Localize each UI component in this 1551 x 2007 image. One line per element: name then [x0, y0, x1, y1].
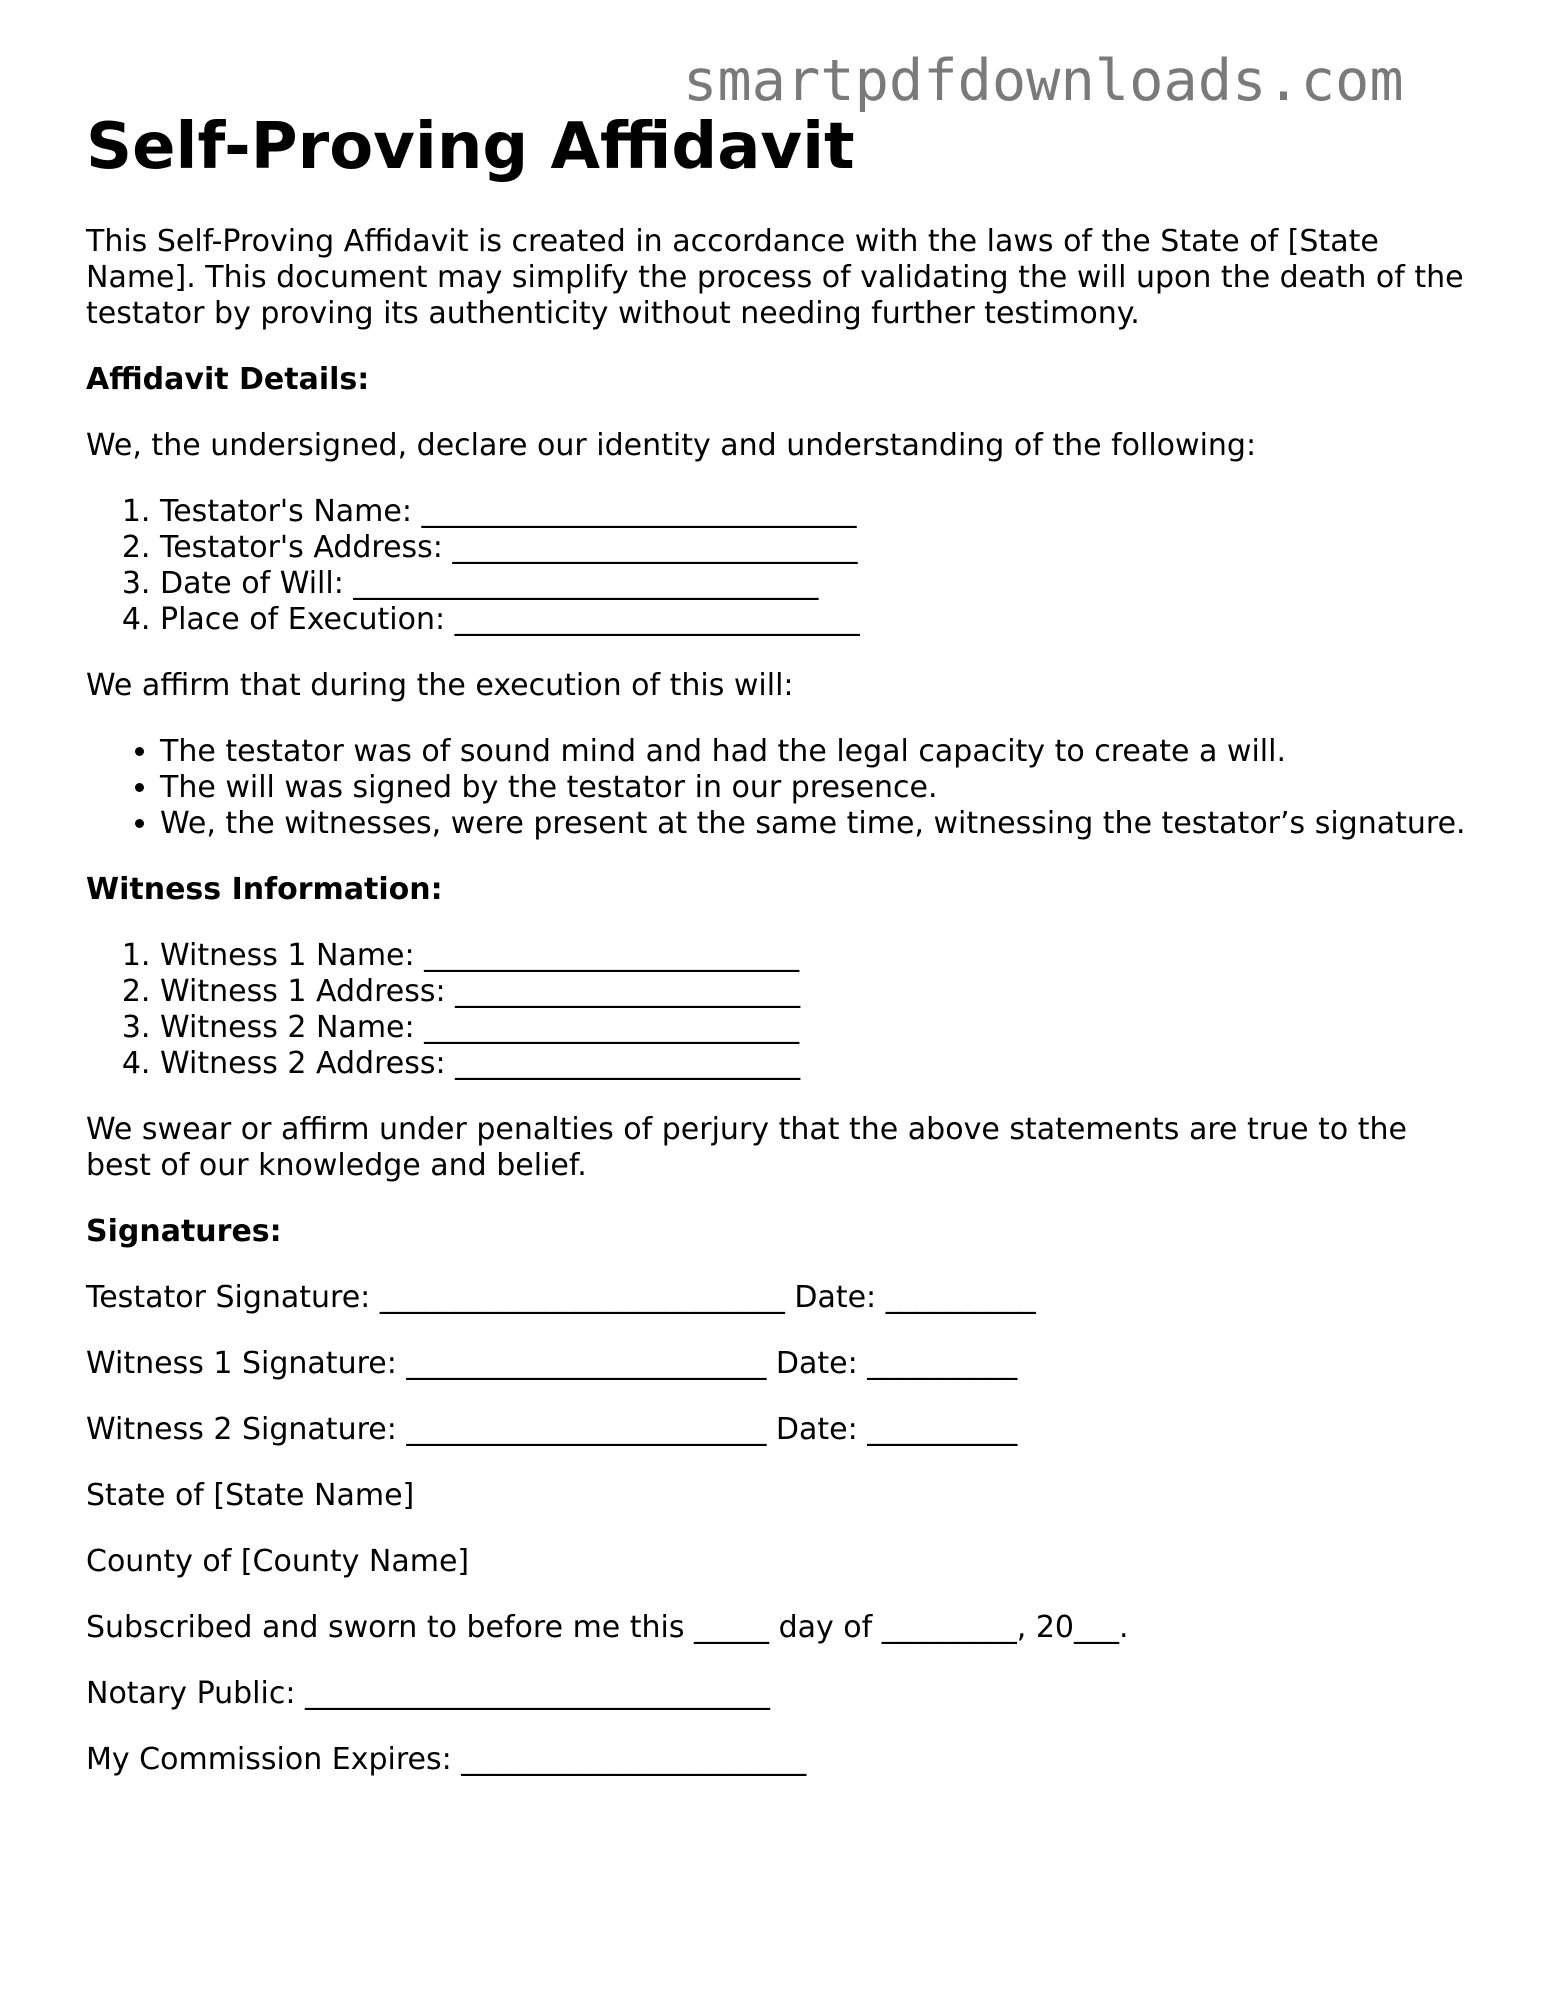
signatures-heading: Signatures: [86, 1214, 282, 1249]
document-page [86, 110, 1466, 1778]
place-of-execution-field: 4. Place of Execution: ___________________________ [160, 602, 1466, 638]
date-of-will-field: 3. Date of Will: _______________________________ [160, 566, 1466, 602]
document-title: Self-Proving Affidavit [86, 110, 855, 184]
witness-2-name-field: 3. Witness 2 Name: _________________________ [160, 1010, 1466, 1046]
witness-information-list [86, 938, 1466, 1082]
witness-2-address-field: 4. Witness 2 Address: _______________________ [160, 1046, 1466, 1082]
witness-2-signature-line: Witness 2 Signature: ________________________ Date: __________ [86, 1412, 1018, 1447]
list-item: • The will was signed by the testator in our presence. [160, 770, 1466, 806]
notary-public-line: Notary Public: _______________________________ [86, 1676, 770, 1711]
affidavit-details-heading: Affidavit Details: [86, 362, 370, 397]
witness-1-address-field: 2. Witness 1 Address: _______________________ [160, 974, 1466, 1010]
testator-name-field: 1. Testator's Name: _____________________________ [160, 494, 1466, 530]
commission-expires-line: My Commission Expires: _______________________ [86, 1742, 807, 1777]
notary-county: County of [County Name] [86, 1544, 470, 1579]
list-item: • The testator was of sound mind and had the legal capacity to create a will. [160, 734, 1466, 770]
affirmation-list [86, 734, 1466, 842]
watermark: smartpdfdownloads.com [683, 48, 1404, 114]
intro-paragraph: This Self-Proving Affidavit is created in accordance with the laws of the State of [State Name]. This document may simplify the process of validating the will upon the death of the testator by proving its authenticity without needing further testimony. [86, 224, 1464, 331]
witness-1-signature-line: Witness 1 Signature: ________________________ Date: __________ [86, 1346, 1018, 1381]
affirmation-lead: We affirm that during the execution of this will: [86, 668, 794, 703]
testator-signature-line: Testator Signature: ___________________________ Date: __________ [86, 1280, 1036, 1315]
sworn-statement: Subscribed and sworn to before me this _____ day of _________, 20___. [86, 1610, 1129, 1645]
affidavit-details-list [86, 494, 1466, 638]
witness-information-heading: Witness Information: [86, 872, 443, 907]
notary-state: State of [State Name] [86, 1478, 415, 1513]
testator-address-field: 2. Testator's Address: ___________________________ [160, 530, 1466, 566]
list-item: • We, the witnesses, were present at the same time, witnessing the testator’s signature. [160, 806, 1466, 842]
witness-1-name-field: 1. Witness 1 Name: _________________________ [160, 938, 1466, 974]
affidavit-details-lead: We, the undersigned, declare our identity and understanding of the following: [86, 428, 1257, 463]
oath-paragraph: We swear or affirm under penalties of perjury that the above statements are true to the best of our knowledge and belief. [86, 1112, 1407, 1183]
